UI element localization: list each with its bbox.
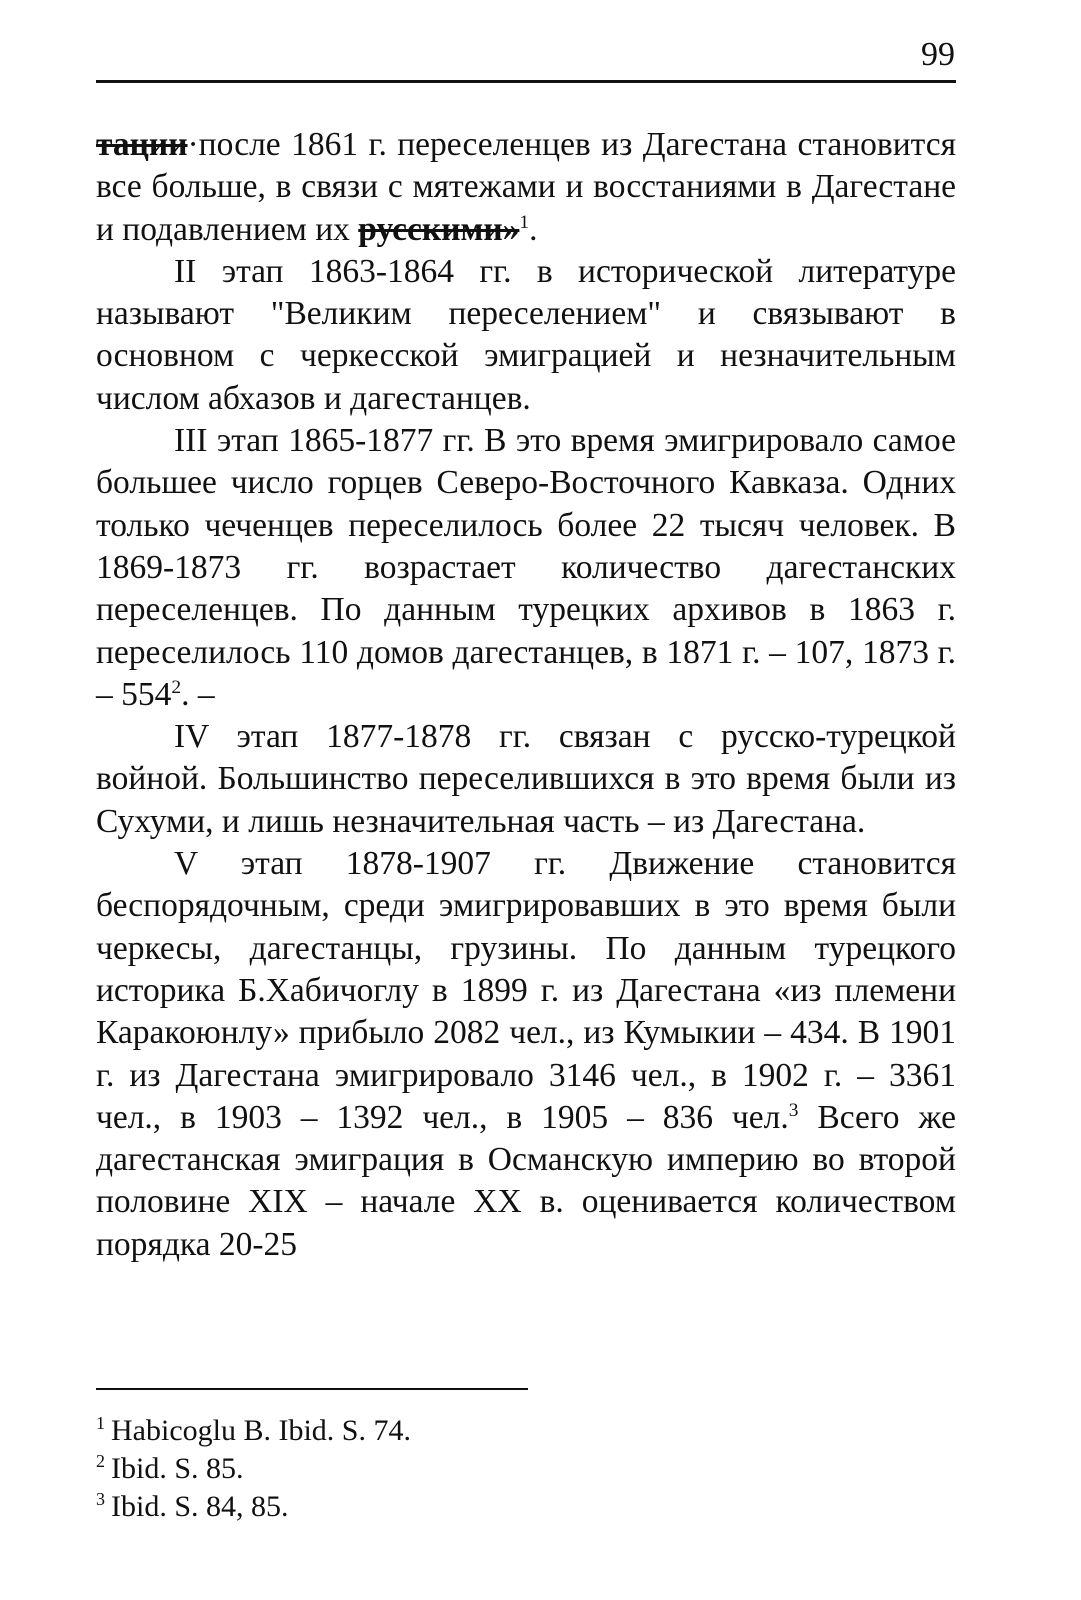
footnote-1 [96, 1412, 796, 1450]
footnote-text: Ibid. S. 84, 85. [111, 1490, 289, 1523]
footnote-mark: 2 [96, 1451, 105, 1471]
paragraph-text-tail: Всего же дагестанская эмиграция в Османскую империю во второй половине XIX – начале XX в. оценивается количеством порядка 20-25 [96, 1098, 956, 1263]
header-rule [96, 80, 956, 83]
paragraph-text-tail: . [529, 210, 538, 248]
footnote-mark: 1 [96, 1413, 105, 1433]
page-number: 99 [921, 36, 955, 73]
footnote-ref[interactable]: 3 [788, 1099, 799, 1121]
paragraph-text-tail: . – [181, 675, 215, 713]
footnote-rule [96, 1388, 528, 1390]
paragraph-text: ·после 1861 г. переселенцев из Дагестана становится все больше, в связи с мятежами и восстаниями в Дагестане и подавлением их [96, 126, 956, 248]
paragraph-4: IV этап 1877-1878 гг. связан с русско-турецкой войной. Большинство переселившихся в это время были из Сухуми, и лишь незначительная часть – из Дагестана. [96, 718, 956, 840]
paragraph-3 [96, 420, 956, 716]
paragraph-text: V этап 1878-1907 гг. Движение становится беспорядочным, среди эмигрировавших в это время были черкесы, дагестанцы, грузины. По данным турецкого историка Б.Хабичоглу в 1899 г. из Дагестана «из племени Каракоюнлу» прибыло 2082 чел., из Кумыкии – 434. В 1901 г. из Дагестана эмигрировало 3146 чел., в 1902 г. – 3361 чел., в 1903 – 1392 чел., в 1905 – 836 чел. [96, 845, 956, 1136]
paragraph-5 [96, 843, 956, 1266]
struck-word: тации [96, 126, 188, 163]
footnote-text: Ibid. S. 85. [111, 1452, 244, 1485]
paragraph-2: II этап 1863-1864 гг. в исторической литературе называют "Великим переселением" и связывают в основном с черкесской эмиграцией и незначительным числом абхазов и дагестанцев. [96, 252, 956, 417]
footnotes [96, 1412, 796, 1526]
footnote-ref[interactable]: 2 [171, 676, 182, 698]
footnote-3 [96, 1488, 796, 1526]
footnote-text: Habicoglu B. Ibid. S. 74. [111, 1414, 411, 1447]
struck-word: русскими» [358, 210, 520, 248]
body-text [96, 124, 956, 1266]
paragraph-1 [96, 124, 956, 251]
footnote-mark: 3 [96, 1489, 105, 1509]
footnote-ref[interactable]: 1 [519, 211, 530, 233]
paragraph-text: III этап 1865-1877 гг. В это время эмигрировало самое большее число горцев Северо-Восточного Кавказа. Одних только чеченцев переселилось более 22 тысяч человек. В 1869-1873 гг. возрастает количество дагестанских переселенцев. По данным турецких архивов в 1863 г. переселилось 110 домов дагестанцев, в 1871 г. – 107, 1873 г. – 554 [96, 422, 956, 713]
footnote-2 [96, 1450, 796, 1488]
